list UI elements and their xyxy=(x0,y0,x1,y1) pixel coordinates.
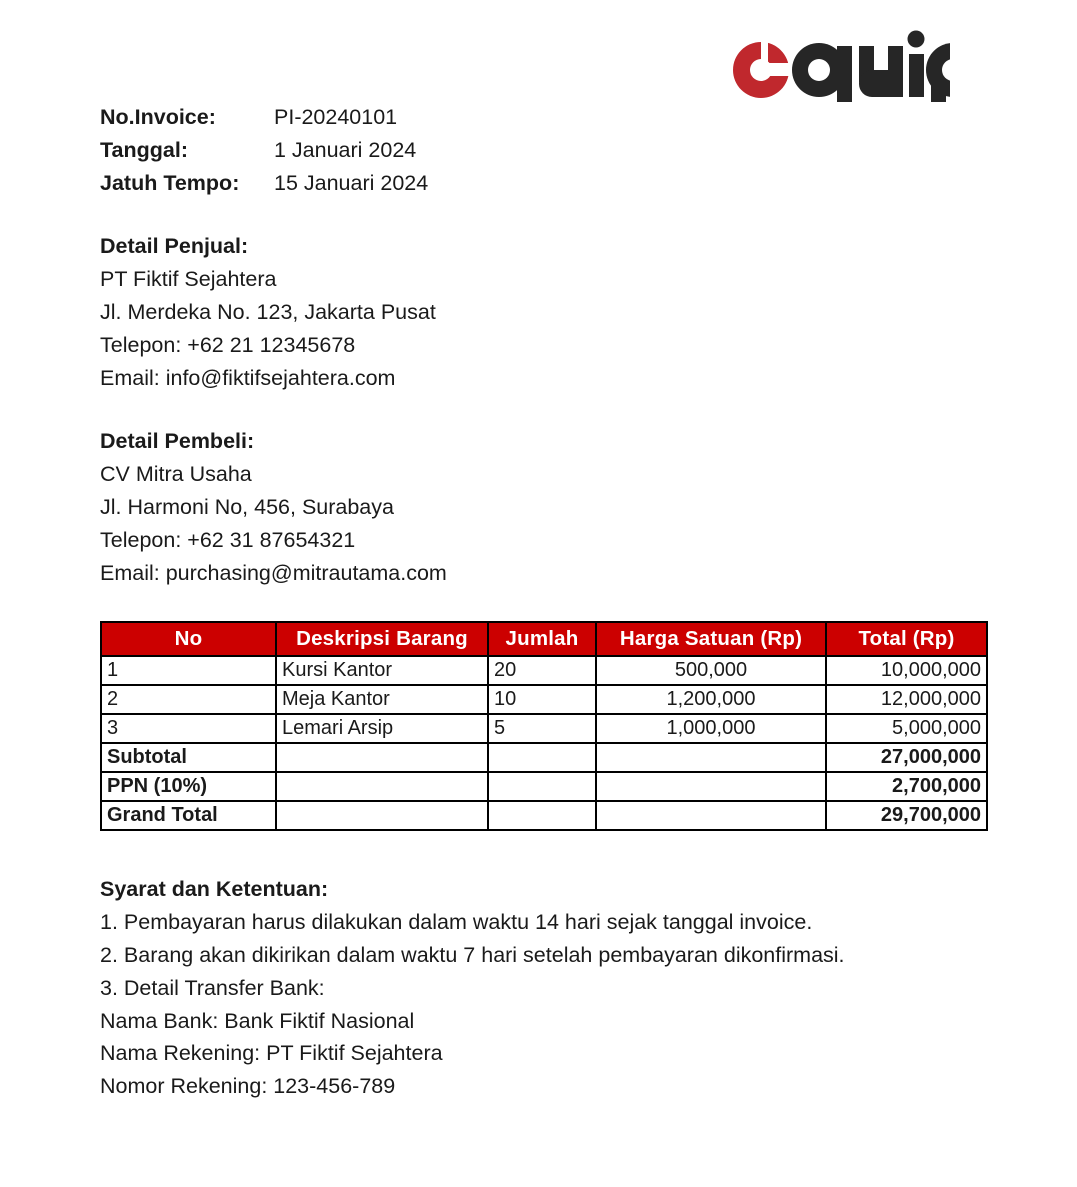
cell-description: Meja Kantor xyxy=(276,685,488,714)
table-header-row xyxy=(101,622,987,656)
cell-no: 2 xyxy=(101,685,276,714)
meta-label-date: Tanggal: xyxy=(100,137,188,162)
meta-value-date: 1 Januari 2024 xyxy=(274,137,417,162)
summary-row-subtotal xyxy=(101,743,987,772)
cell-unit-price: 1,200,000 xyxy=(596,685,826,714)
invoice-meta xyxy=(100,101,1000,199)
meta-value-invoice-number: PI-20240101 xyxy=(274,105,398,129)
table-row xyxy=(101,685,987,714)
summary-spacer xyxy=(488,743,596,772)
terms-item-2: 2. Barang akan dikirikan dalam waktu 7 hari setelah pembayaran dikonfirmasi. xyxy=(100,942,845,967)
table-body xyxy=(101,656,987,830)
table-row xyxy=(101,656,987,685)
buyer-name: CV Mitra Usaha xyxy=(100,462,252,487)
summary-spacer xyxy=(276,772,488,801)
seller-details xyxy=(100,230,1000,394)
cell-no: 1 xyxy=(101,656,276,685)
seller-email: Email: info@fiktifsejahtera.com xyxy=(100,365,396,390)
buyer-address: Jl. Harmoni No, 456, Surabaya xyxy=(100,494,394,519)
meta-row-due-date xyxy=(100,167,1000,200)
table-row xyxy=(101,714,987,743)
terms-item-3: 3. Detail Transfer Bank: xyxy=(100,975,325,1000)
account-number: Nomor Rekening: 123-456-789 xyxy=(100,1074,396,1099)
column-header-no: No xyxy=(101,622,276,656)
terms-title: Syarat dan Ketentuan: xyxy=(100,877,329,902)
terms-and-conditions xyxy=(100,873,1000,1103)
cell-total: 5,000,000 xyxy=(826,714,987,743)
summary-spacer xyxy=(276,743,488,772)
column-header-quantity: Jumlah xyxy=(488,622,596,656)
meta-label-invoice-number: No.Invoice: xyxy=(100,105,216,129)
summary-label-grand-total: Grand Total xyxy=(101,801,276,830)
buyer-title: Detail Pembeli: xyxy=(100,429,255,454)
summary-row-grand-total xyxy=(101,801,987,830)
invoice-sheet xyxy=(100,0,1000,1103)
meta-value-due-date: 15 Januari 2024 xyxy=(274,170,429,195)
cell-description: Kursi Kantor xyxy=(276,656,488,685)
seller-address: Jl. Merdeka No. 123, Jakarta Pusat xyxy=(100,299,436,324)
summary-value-grand-total: 29,700,000 xyxy=(826,801,987,830)
cell-quantity: 10 xyxy=(488,685,596,714)
cell-description: Lemari Arsip xyxy=(276,714,488,743)
buyer-email: Email: purchasing@mitrautama.com xyxy=(100,560,447,585)
buyer-phone: Telepon: +62 31 87654321 xyxy=(100,527,356,552)
line-items-table xyxy=(100,621,988,831)
cell-unit-price: 1,000,000 xyxy=(596,714,826,743)
summary-value-subtotal: 27,000,000 xyxy=(826,743,987,772)
line-items-table-wrap xyxy=(100,621,1000,831)
summary-value-tax: 2,700,000 xyxy=(826,772,987,801)
column-header-unit-price: Harga Satuan (Rp) xyxy=(596,622,826,656)
column-header-description: Deskripsi Barang xyxy=(276,622,488,656)
summary-label-subtotal: Subtotal xyxy=(101,743,276,772)
summary-spacer xyxy=(488,772,596,801)
cell-total: 10,000,000 xyxy=(826,656,987,685)
account-name: Nama Rekening: PT Fiktif Sejahtera xyxy=(100,1041,443,1066)
summary-row-tax xyxy=(101,772,987,801)
seller-phone: Telepon: +62 21 12345678 xyxy=(100,332,356,357)
summary-spacer xyxy=(596,743,826,772)
cell-quantity: 20 xyxy=(488,656,596,685)
cell-no: 3 xyxy=(101,714,276,743)
cell-unit-price: 500,000 xyxy=(596,656,826,685)
summary-spacer xyxy=(488,801,596,830)
summary-spacer xyxy=(596,801,826,830)
table-header xyxy=(101,622,987,656)
meta-row-invoice-number xyxy=(100,101,1000,134)
summary-spacer xyxy=(276,801,488,830)
cell-quantity: 5 xyxy=(488,714,596,743)
seller-name: PT Fiktif Sejahtera xyxy=(100,267,277,292)
buyer-details xyxy=(100,425,1000,589)
summary-spacer xyxy=(596,772,826,801)
cell-total: 12,000,000 xyxy=(826,685,987,714)
seller-title: Detail Penjual: xyxy=(100,234,249,259)
column-header-total: Total (Rp) xyxy=(826,622,987,656)
terms-item-1: 1. Pembayaran harus dilakukan dalam waktu 14 hari sejak tanggal invoice. xyxy=(100,910,813,935)
meta-label-due-date: Jatuh Tempo: xyxy=(100,170,240,195)
meta-row-date xyxy=(100,134,1000,167)
bank-name: Nama Bank: Bank Fiktif Nasional xyxy=(100,1008,415,1033)
summary-label-tax: PPN (10%) xyxy=(101,772,276,801)
